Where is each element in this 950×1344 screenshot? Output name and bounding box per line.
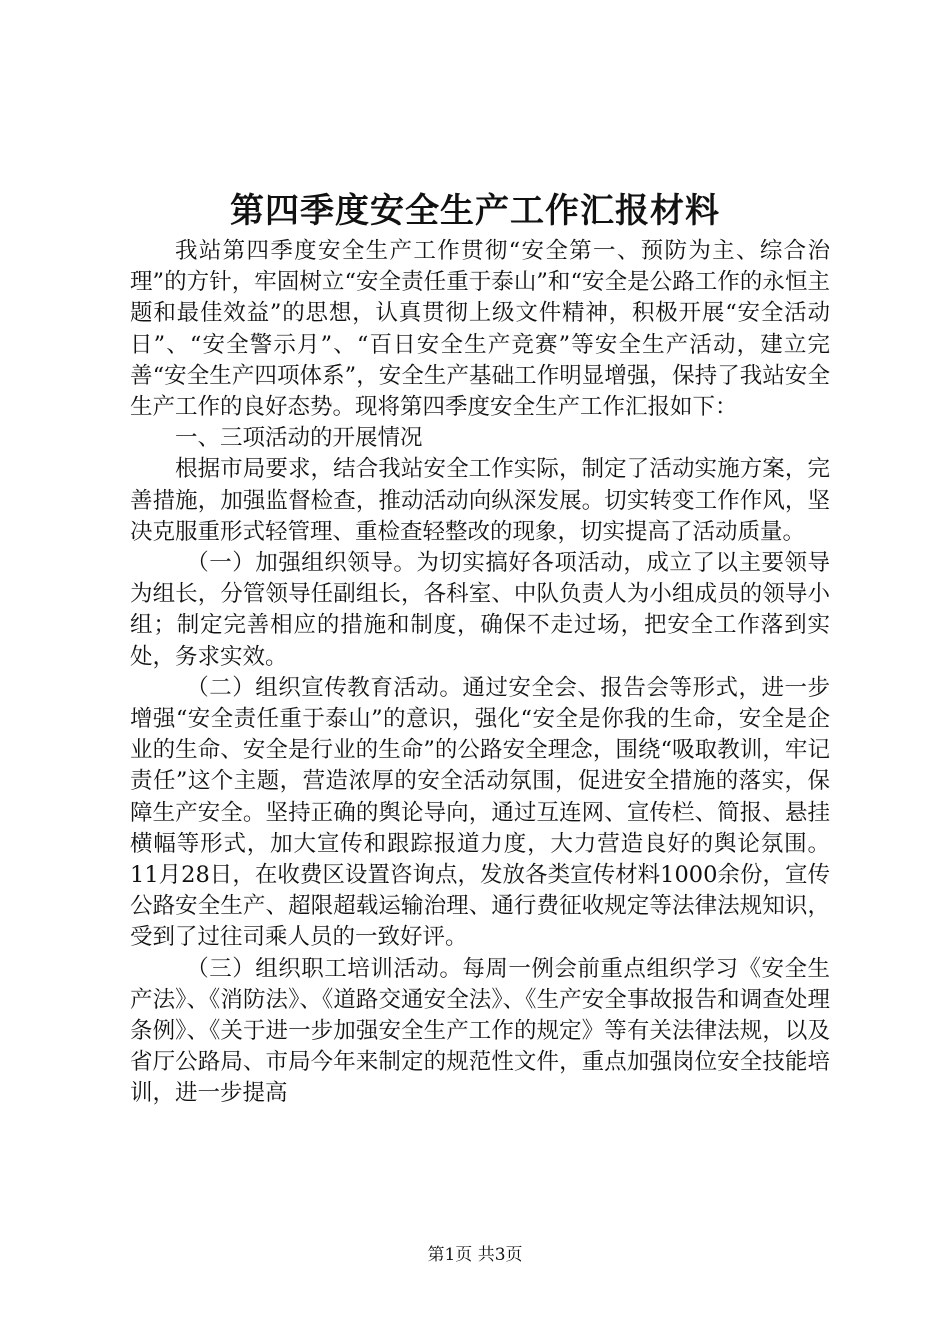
- paragraph-section-1: 根据市局要求，结合我站安全工作实际，制定了活动实施方案，完善措施，加强监督检查，推动活动向纵深发展。切实转变工作作风，坚决克服重形式轻管理、重检查轻整改的现象，切实提高了活动质量。: [130, 456, 830, 545]
- document-body: [130, 236, 830, 1110]
- paragraph-intro: 我站第四季度安全生产工作贯彻“安全第一、预防为主、综合治理”的方针，牢固树立“安全责任重于泰山”和“安全是公路工作的永恒主题和最佳效益”的思想，认真贯彻上级文件精神，积极开展“安全活动日”、“安全警示月”、“百日安全生产竞赛”等安全生产活动，建立完善“安全生产四项体系”，安全生产基础工作明显增强，保持了我站安全生产工作的良好态势。现将第四季度安全生产工作汇报如下：: [130, 238, 830, 421]
- paragraph-subsection-3: （三）组织职工培训活动。每周一例会前重点组织学习《安全生产法》、《消防法》、《道路交通安全法》、《生产安全事故报告和调查处理条例》、《关于进一步加强安全生产工作的规定》等有关法律法规，以及省厅公路局、市局今年来制定的规范性文件，重点加强岗位安全技能培训，进一步提高: [130, 955, 830, 1107]
- document-title: 第四季度安全生产工作汇报材料: [230, 191, 720, 231]
- section-heading-1: 一、三项活动的开展情况: [175, 425, 423, 452]
- paragraph-subsection-1: （一）加强组织领导。为切实搞好各项活动，成立了以主要领导为组长，分管领导任副组长，各科室、中队负责人为小组成员的领导小组；制定完善相应的措施和制度，确保不走过场，把安全工作落到实处，务求实效。: [130, 550, 830, 670]
- page-footer: 第1页 共3页: [427, 1245, 523, 1265]
- paragraph-subsection-2: （二）组织宣传教育活动。通过安全会、报告会等形式，进一步增强“安全责任重于泰山”的意识，强化“安全是你我的生命，安全是企业的生命、安全是行业的生命”的公路安全理念，围绕“吸取教训，牢记责任”这个主题，营造浓厚的安全活动氛围，促进安全措施的落实，保障生产安全。坚持正确的舆论导向，通过互连网、宣传栏、简报、悬挂横幅等形式，加大宣传和跟踪报道力度，大力营造良好的舆论氛围。11月28日，在收费区设置咨询点，发放各类宣传材料1000余份，宣传公路安全生产、超限超载运输治理、通行费征收规定等法律法规知识，受到了过往司乘人员的一致好评。: [130, 674, 830, 951]
